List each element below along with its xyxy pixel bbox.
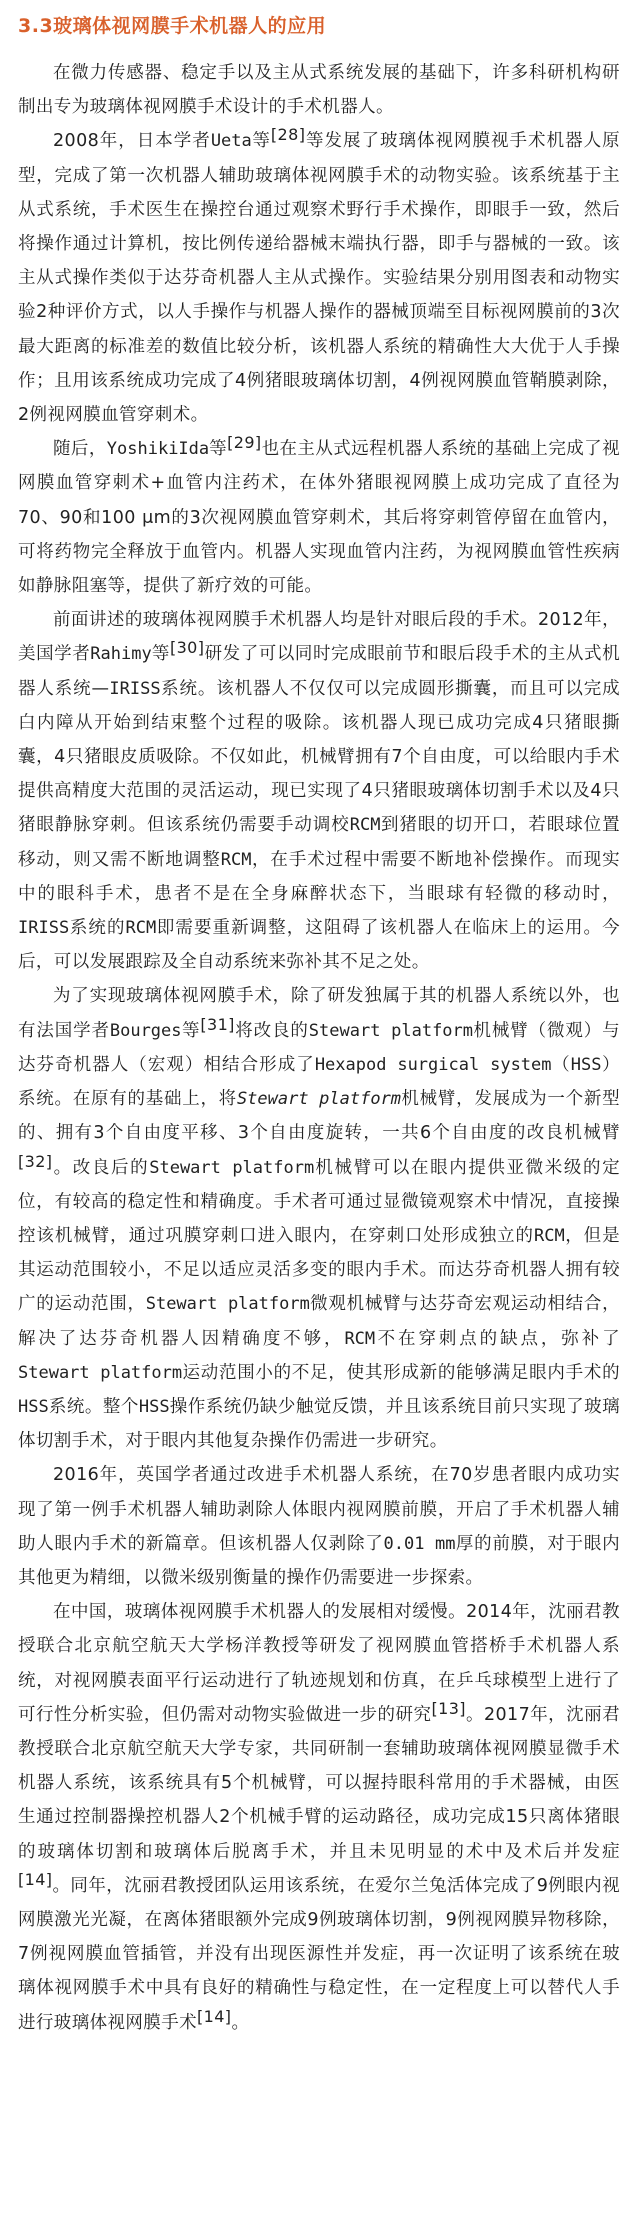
citation-ref[interactable]: [31] — [200, 1014, 235, 1034]
citation-ref[interactable]: [29] — [227, 433, 262, 453]
section-heading: 3.3玻璃体视网膜手术机器人的应用 — [18, 15, 327, 37]
term-hss: HSS — [138, 1396, 170, 1417]
text-run: 机械臂，发展成为一个新型的、拥有3个自由度平移、3个自由度旋转，一共6个自由度的改良机械臂 — [18, 1089, 620, 1144]
term-rcm: RCM — [125, 918, 157, 939]
text-run: 。改良后的 — [52, 1157, 150, 1178]
text-run: 在微力传感器、稳定手以及主从式系统发展的基础下，许多科研机构研制出专为玻璃体视网膜手术设计的手术机器人。 — [18, 63, 620, 118]
text-run: 厚的前膜，对于眼内其他更为精细，以微米级别衡量的操作仍需要进一步探索。 — [18, 1533, 621, 1588]
text-run: ，在手术过程中需要不断地补偿操作。而现实中的眼科手术，患者不是在全身麻醉状态下，当眼球有轻微的移动时， — [18, 849, 621, 904]
paragraph-uk-2016 — [18, 1458, 620, 1595]
term-rcm: RCM — [344, 1328, 376, 1349]
text-run: 等发展了玻璃体视网膜视手术机器人原型，完成了第一次机器人辅助玻璃体视网膜手术的动物实验。该系统基于主从式系统，手术医生在操控台通过观察术野行手术操作，即眼手一致，然后将操作通过计算机，按比例传递给器械末端执行器，即手与器械的一致。该主从式操作类似于达芬奇机器人主从式操作。实验结果分别用图表和动物实验2种评价方式，以人手操作与机器人操作的器械顶端至目标视网膜前的3次最大距离的标准差的数值比较分析，该机器人系统的精确性大大优于人手操作；且用该系统成功完成了4例猪眼玻璃体切割，4例视网膜血管鞘膜剥除，2例视网膜血管穿刺术。 — [18, 131, 620, 426]
text-run: 也在主从式远程机器人系统的基础上完成了视网膜血管穿刺术+血管内注药术，在体外猪眼视网膜上成功完成了直径为70、90和100 μm的3次视网膜血管穿刺术，其后将穿刺管停留在血管内，可将药物完全释放于血管内。机器人实现血管内注药，为视网膜血管性疾病如静脉阻塞等，提供了新疗效的可能。 — [18, 439, 621, 597]
paragraph-iriss — [18, 603, 620, 979]
text-run: 2008年，日本学者 — [53, 131, 211, 152]
text-run: ，但是其运动范围较小，不足以适应灵活多变的眼内手术。而达芬奇机器人拥有较广的运动范围， — [18, 1225, 621, 1315]
text-run: 2016年，英国学者通过改进手术机器人系统，在70岁患者眼内成功实现了第一例手术机器人辅助剥除人体眼内视网膜前膜，开启了手术机器人辅助人眼内手术的新篇章。但该机器人仅剥除了 — [18, 1465, 620, 1554]
text-run: 等 — [209, 439, 228, 460]
text-run: 到猪眼的切开口，若眼球位置移动，则又需不断地调整 — [18, 815, 621, 870]
text-run: （ — [551, 1054, 571, 1075]
text-run: 。同年，沈丽君教授团队运用该系统，在爱尔兰兔活体完成了9例眼内视网膜激光光凝，在离体猪眼额外完成9例玻璃体切割，9例视网膜异物移除，7例视网膜血管插管，并没有出现医源性并发症，再一次证明了该系统在玻璃体视网膜手术中具有良好的精确性与稳定性，在一定程度上可以替代人手进行玻璃体视网膜手术 — [18, 1875, 620, 2033]
citation-ref[interactable]: [13] — [431, 1698, 466, 1718]
measurement-value: 0.01 mm — [383, 1533, 456, 1554]
text-run: 系统的 — [69, 918, 126, 939]
term-stewart: Stewart platform — [149, 1157, 315, 1178]
system-name: IRISS — [18, 918, 70, 939]
text-run: 为了实现玻璃体视网膜手术，除了研发独属于其的机器人系统以外，也有法国学者 — [18, 986, 620, 1041]
term-hexapod: Hexapod surgical system — [314, 1054, 552, 1075]
term-rcm: RCM — [534, 1225, 565, 1246]
text-run: 。 — [231, 2012, 250, 2033]
citation-ref[interactable]: [14] — [18, 1869, 53, 1889]
term-stewart: Stewart platform — [236, 1089, 402, 1110]
citation-ref[interactable]: [32] — [18, 1151, 53, 1171]
term-hss: HSS — [570, 1054, 602, 1075]
text-run: 微观机械臂与达芬奇宏观运动相结合，解决了达芬奇机器人因精确度不够， — [18, 1294, 620, 1349]
paragraph-intro — [18, 56, 620, 124]
paragraph-ueta-2008 — [18, 124, 620, 432]
term-hss: HSS — [18, 1396, 49, 1417]
text-run: 机械臂可以在眼内提供亚微米级的定位，有较高的稳定性和精确度。手术者可通过显微镜观察术中情况，直接操控该机械臂，通过巩膜穿刺口进入眼内，在穿刺口处形成独立的 — [18, 1157, 621, 1246]
text-run: 等 — [181, 1020, 201, 1041]
text-run: 系统。整个 — [48, 1396, 139, 1417]
text-run: 操作系统仍缺少触觉反馈，并且该系统目前只实现了玻璃体切割手术，对于眼内其他复杂操作仍需进一步研究。 — [18, 1396, 621, 1452]
citation-ref[interactable]: [30] — [169, 638, 205, 658]
term-stewart: Stewart platform — [145, 1294, 310, 1315]
text-run: 在中国，玻璃体视网膜手术机器人的发展相对缓慢。2014年，沈丽君教授联合北京航空航天大学杨洋教授等研发了视网膜血管搭桥手术机器人系统，对视网膜表面平行运动进行了轨迹规划和仿真，在乒乓球模型上进行了可行性分析实验，但仍需对动物实验做进一步的研究 — [18, 1602, 620, 1725]
text-run: 将改良的 — [234, 1020, 309, 1041]
text-run: 机械臂（微观）与达芬奇机器人（宏观）相结合形成了 — [18, 1020, 620, 1075]
author-name: Ueta — [210, 131, 252, 152]
term-stewart: Stewart platform — [308, 1020, 474, 1041]
term-rcm: RCM — [349, 815, 381, 836]
text-run: 等 — [151, 644, 170, 665]
text-run: 等 — [251, 131, 271, 152]
term-stewart: Stewart platform — [18, 1362, 183, 1383]
author-name: Rahimy — [90, 644, 152, 665]
article-section — [18, 6, 620, 2040]
citation-ref[interactable]: [14] — [197, 2006, 232, 2026]
system-name: IRISS — [109, 678, 161, 699]
text-run: 系统。该机器人不仅仅可以完成圆形撕囊，而且可以完成白内障从开始到结束整个过程的吸除。该机器人现已成功完成4只猪眼撕囊，4只猪眼皮质吸除。不仅如此，机械臂拥有7个自由度，可以给眼内手术提供高精度大范围的灵活运动，现已实现了4只猪眼玻璃体切割手术以及4只猪眼静脉穿刺。但该系统仍需要手动调校 — [18, 678, 620, 836]
text-run: 即需要重新调整，这阻碍了该机器人在临床上的运用。今后，可以发展跟踪及全自动系统来弥补其不足之处。 — [18, 918, 621, 973]
author-name: YoshikiIda — [106, 439, 210, 460]
text-run: 前面讲述的玻璃体视网膜手术机器人均是针对眼后段的手术。2012年，美国学者 — [18, 610, 620, 665]
paragraph-yoshikiida — [18, 432, 620, 603]
paragraph-china — [18, 1595, 620, 2040]
text-run: 研发了可以同时完成眼前节和眼后段手术的主从式机器人系统— — [18, 644, 620, 699]
paragraph-hexapod — [18, 979, 620, 1458]
text-run: 不在穿刺点的缺点，弥补了 — [375, 1328, 620, 1349]
text-run: ）系统。在原有的基础上，将 — [18, 1054, 620, 1110]
text-run: 运动范围小的不足，使其形成新的能够满足眼内手术的 — [182, 1362, 620, 1383]
author-name: Bourges — [109, 1020, 182, 1041]
term-rcm: RCM — [220, 849, 252, 870]
text-run: 。2017年，沈丽君教授联合北京航空航天大学专家，共同研制一套辅助玻璃体视网膜显微手术机器人系统，该系统具有5个机械臂，可以握持眼科常用的手术器械，由医生通过控制器操控机器人2个机械手臂的运动路径，成功完成15只离体猪眼的玻璃体切割和玻璃体后脱离手术，并且未见明显的术中及术后并发症 — [18, 1704, 620, 1862]
text-run: 随后， — [53, 439, 107, 460]
citation-ref[interactable]: [28] — [270, 125, 306, 145]
